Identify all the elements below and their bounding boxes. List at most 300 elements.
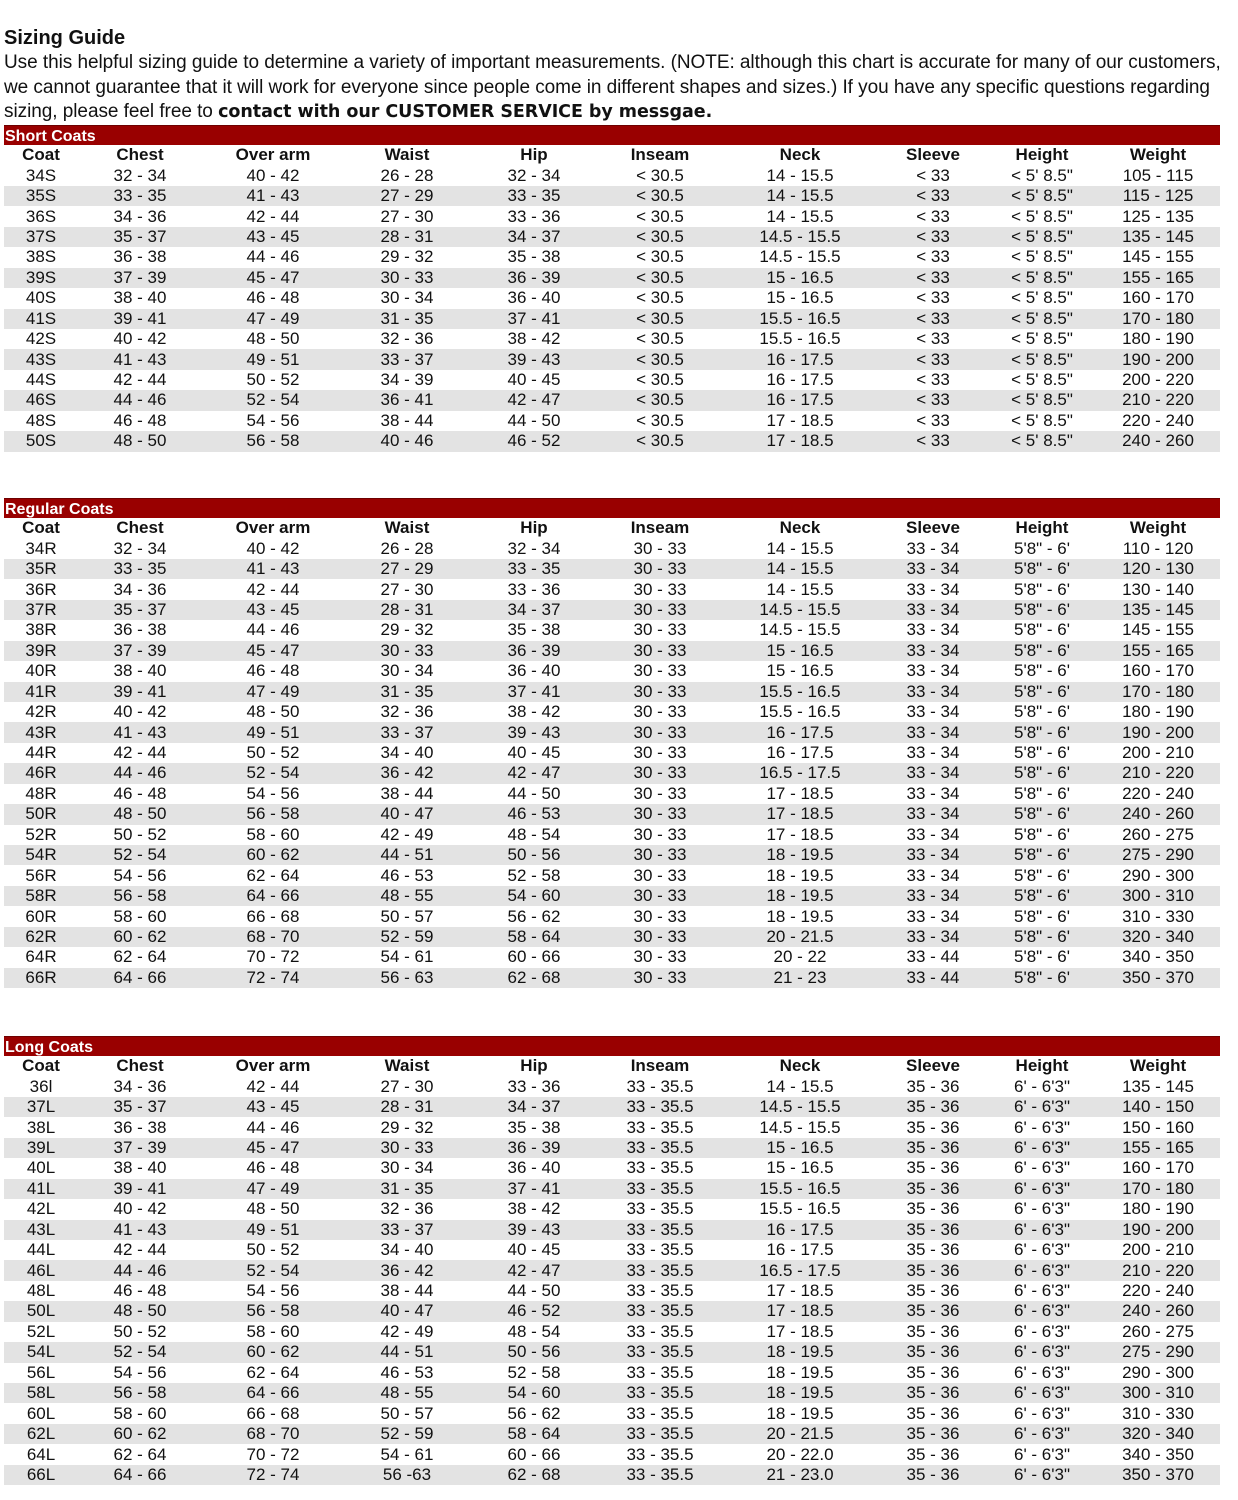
table-cell: 33 - 35.5 (598, 1444, 722, 1464)
table-cell: 17 - 18.5 (722, 1322, 878, 1342)
column-header: Inseam (630, 518, 690, 538)
column-header: Chest (116, 1056, 164, 1076)
column-header: Height (1015, 1056, 1069, 1076)
table-cell: 240 - 260 (1096, 804, 1220, 824)
table-cell: 30 - 33 (598, 579, 722, 599)
table-cell: 18 - 19.5 (722, 845, 878, 865)
table-row (4, 763, 1220, 783)
table-cell: 16 - 17.5 (722, 349, 878, 369)
table-cell: 6' - 6'3" (988, 1383, 1096, 1403)
table-cell: 34 - 39 (344, 370, 470, 390)
table-cell: 33 - 35.5 (598, 1301, 722, 1321)
table-row (4, 559, 1220, 579)
table-cell: 36 - 42 (344, 763, 470, 783)
table-row (4, 1260, 1220, 1280)
table-cell: 33 - 34 (878, 825, 988, 845)
table-cell: 30 - 33 (598, 947, 722, 967)
table-cell: 54 - 56 (78, 865, 202, 885)
table-row (4, 1465, 1220, 1485)
table-cell: 54 - 60 (470, 886, 598, 906)
table-cell: 5'8" - 6' (988, 559, 1096, 579)
table-cell: 135 - 145 (1096, 1076, 1220, 1096)
table-cell: 29 - 32 (344, 1117, 470, 1137)
table-cell: 6' - 6'3" (988, 1076, 1096, 1096)
table-cell: 33 - 36 (470, 579, 598, 599)
table-cell: 18 - 19.5 (722, 865, 878, 885)
table-cell: 5'8" - 6' (988, 682, 1096, 702)
table-cell: 40 - 45 (470, 1240, 598, 1260)
table-cell: 15.5 - 16.5 (722, 309, 878, 329)
table-row (4, 722, 1220, 742)
table-cell: 6' - 6'3" (988, 1465, 1096, 1485)
table-cell: 60L (4, 1403, 78, 1423)
table-cell: 44 - 51 (344, 1342, 470, 1362)
table-cell: 34 - 40 (344, 743, 470, 763)
table-cell: 54 - 56 (202, 1281, 344, 1301)
table-row (4, 825, 1220, 845)
table-cell: 14.5 - 15.5 (722, 1117, 878, 1137)
table-cell: 36 - 42 (344, 1260, 470, 1280)
table-cell: 56 -63 (344, 1465, 470, 1485)
table-cell: 46S (4, 390, 78, 410)
table-cell: 140 - 150 (1096, 1097, 1220, 1117)
table-cell: 35 - 36 (878, 1097, 988, 1117)
table-cell: 200 - 210 (1096, 1240, 1220, 1260)
table-cell: 16 - 17.5 (722, 390, 878, 410)
table-cell: 290 - 300 (1096, 1363, 1220, 1383)
table-cell: 36 - 39 (470, 268, 598, 288)
table-cell: 5'8" - 6' (988, 865, 1096, 885)
column-header: Weight (1129, 145, 1187, 165)
table-cell: 310 - 330 (1096, 906, 1220, 926)
table-cell: < 30.5 (598, 431, 722, 451)
table-cell: 34 - 37 (470, 600, 598, 620)
table-cell: 36 - 40 (470, 661, 598, 681)
table-cell: < 5' 8.5" (988, 206, 1096, 226)
table-cell: 33 - 34 (878, 886, 988, 906)
table-row (4, 743, 1220, 763)
table-cell: 33 - 36 (470, 206, 598, 226)
table-cell: 31 - 35 (344, 682, 470, 702)
table-cell: 56 - 58 (202, 1301, 344, 1321)
table-cell: < 33 (878, 370, 988, 390)
table-row (4, 641, 1220, 661)
table-cell: 54L (4, 1342, 78, 1362)
table-cell: 44L (4, 1240, 78, 1260)
table-cell: 350 - 370 (1096, 1465, 1220, 1485)
table-cell: 54R (4, 845, 78, 865)
table-cell: 30 - 33 (598, 722, 722, 742)
table-cell: 300 - 310 (1096, 1383, 1220, 1403)
table-cell: 58 - 60 (202, 825, 344, 845)
table-cell: 125 - 135 (1096, 206, 1220, 226)
table-cell: 42L (4, 1199, 78, 1219)
table-cell: 36 - 38 (78, 620, 202, 640)
table-cell: 56 - 58 (78, 886, 202, 906)
table-cell: 39 - 43 (470, 722, 598, 742)
table-cell: 135 - 145 (1096, 227, 1220, 247)
table-cell: 58R (4, 886, 78, 906)
table-cell: 46R (4, 763, 78, 783)
table-cell: 52 - 58 (470, 865, 598, 885)
table-cell: 43 - 45 (202, 600, 344, 620)
table-cell: 35 - 36 (878, 1117, 988, 1137)
table-cell: 39 - 43 (470, 1220, 598, 1240)
table-cell: 40 - 42 (78, 1199, 202, 1219)
table-cell: 135 - 145 (1096, 600, 1220, 620)
table-cell: < 5' 8.5" (988, 431, 1096, 451)
table-cell: 35R (4, 559, 78, 579)
table-cell: 33 - 35.5 (598, 1097, 722, 1117)
table-cell: 5'8" - 6' (988, 661, 1096, 681)
table-cell: 42 - 44 (78, 1240, 202, 1260)
table-row (4, 784, 1220, 804)
table-cell: 40 - 45 (470, 370, 598, 390)
table-cell: 33 - 34 (878, 804, 988, 824)
table-cell: 260 - 275 (1096, 825, 1220, 845)
table-cell: 48L (4, 1281, 78, 1301)
table-cell: 145 - 155 (1096, 620, 1220, 640)
table-cell: 46 - 53 (344, 1363, 470, 1383)
table-cell: < 33 (878, 227, 988, 247)
table-cell: 52 - 54 (78, 1342, 202, 1362)
table-cell: 46 - 52 (470, 431, 598, 451)
table-cell: 40 - 47 (344, 1301, 470, 1321)
table-cell: < 30.5 (598, 247, 722, 267)
table-cell: 42 - 44 (202, 1076, 344, 1096)
table-cell: 5'8" - 6' (988, 702, 1096, 722)
table-cell: 37 - 39 (78, 268, 202, 288)
table-cell: 58 - 60 (78, 906, 202, 926)
table-cell: 30 - 33 (598, 845, 722, 865)
table-cell: 64 - 66 (78, 1465, 202, 1485)
table-cell: 20 - 21.5 (722, 1424, 878, 1444)
table-cell: 50 - 52 (202, 370, 344, 390)
table-cell: 30 - 33 (598, 661, 722, 681)
table-cell: 15 - 16.5 (722, 1138, 878, 1158)
table-cell: 35S (4, 186, 78, 206)
table-cell: 5'8" - 6' (988, 722, 1096, 742)
table-cell: 39S (4, 268, 78, 288)
table-cell: 42S (4, 329, 78, 349)
table-cell: 50 - 57 (344, 906, 470, 926)
table-cell: 210 - 220 (1096, 1260, 1220, 1280)
column-header: Chest (116, 518, 164, 538)
table-cell: 33 - 35.5 (598, 1342, 722, 1362)
table-cell: 48 - 50 (202, 329, 344, 349)
table-cell: 52 - 54 (202, 1260, 344, 1280)
table-cell: < 33 (878, 247, 988, 267)
table-cell: 6' - 6'3" (988, 1199, 1096, 1219)
table-cell: 38 - 42 (470, 702, 598, 722)
table-cell: 6' - 6'3" (988, 1342, 1096, 1362)
table-cell: 49 - 51 (202, 722, 344, 742)
table-row (4, 186, 1220, 206)
table-cell: 54 - 61 (344, 1444, 470, 1464)
table-cell: 37 - 41 (470, 1179, 598, 1199)
table-cell: 64L (4, 1444, 78, 1464)
column-header: Hip (520, 518, 548, 538)
table-cell: 52R (4, 825, 78, 845)
table-cell: 120 - 130 (1096, 559, 1220, 579)
table-row (4, 620, 1220, 640)
table-cell: < 5' 8.5" (988, 247, 1096, 267)
table-cell: 18 - 19.5 (722, 1342, 878, 1362)
table-cell: 54 - 56 (78, 1363, 202, 1383)
table-cell: 47 - 49 (202, 309, 344, 329)
table-cell: 34 - 36 (78, 579, 202, 599)
table-cell: 15 - 16.5 (722, 288, 878, 308)
table-cell: 160 - 170 (1096, 661, 1220, 681)
table-cell: 36 - 40 (470, 1158, 598, 1178)
header-row (4, 518, 1220, 538)
table-cell: 45 - 47 (202, 268, 344, 288)
column-header: Hip (520, 1056, 548, 1076)
table-cell: 275 - 290 (1096, 1342, 1220, 1362)
table-cell: 31 - 35 (344, 309, 470, 329)
table-row (4, 1076, 1220, 1096)
table-row (4, 1097, 1220, 1117)
table-cell: 18 - 19.5 (722, 1363, 878, 1383)
table-cell: 290 - 300 (1096, 865, 1220, 885)
table-cell: 15 - 16.5 (722, 641, 878, 661)
column-header: Coat (22, 1056, 60, 1076)
table-cell: 54 - 56 (202, 784, 344, 804)
column-header: Neck (779, 1056, 821, 1076)
table-cell: 64R (4, 947, 78, 967)
table-cell: 48 - 50 (202, 1199, 344, 1219)
table-cell: 33 - 34 (878, 702, 988, 722)
column-header: Coat (22, 518, 60, 538)
table-cell: 17 - 18.5 (722, 411, 878, 431)
table-cell: 39 - 43 (470, 349, 598, 369)
table-cell: 56R (4, 865, 78, 885)
table-cell: 6' - 6'3" (988, 1301, 1096, 1321)
table-cell: 47 - 49 (202, 682, 344, 702)
table-cell: 35 - 36 (878, 1199, 988, 1219)
column-header: Chest (116, 145, 164, 165)
table-row (4, 927, 1220, 947)
table-cell: 64 - 66 (202, 1383, 344, 1403)
table-cell: 200 - 220 (1096, 370, 1220, 390)
table-cell: 62 - 64 (202, 1363, 344, 1383)
table-row (4, 702, 1220, 722)
table-cell: 41 - 43 (78, 722, 202, 742)
column-header: Coat (22, 145, 60, 165)
table-cell: 35 - 36 (878, 1260, 988, 1280)
table-cell: 38 - 40 (78, 661, 202, 681)
table-cell: 20 - 22 (722, 947, 878, 967)
table-cell: 5'8" - 6' (988, 763, 1096, 783)
table-cell: 32 - 36 (344, 702, 470, 722)
table-row (4, 1322, 1220, 1342)
table-cell: 50L (4, 1301, 78, 1321)
table-row (4, 1444, 1220, 1464)
table-cell: 44 - 50 (470, 411, 598, 431)
table-cell: 240 - 260 (1096, 431, 1220, 451)
table-cell: 34R (4, 538, 78, 558)
table-row (4, 1179, 1220, 1199)
table-cell: 35 - 36 (878, 1281, 988, 1301)
table-cell: 30 - 33 (598, 682, 722, 702)
table-cell: 18 - 19.5 (722, 1383, 878, 1403)
table-cell: 275 - 290 (1096, 845, 1220, 865)
table-cell: 46 - 48 (78, 1281, 202, 1301)
table-cell: 40 - 45 (470, 743, 598, 763)
table-cell: 36 - 38 (78, 1117, 202, 1137)
table-cell: < 5' 8.5" (988, 227, 1096, 247)
table-cell: < 33 (878, 329, 988, 349)
table-cell: 33 - 35.5 (598, 1260, 722, 1280)
table-row (4, 947, 1220, 967)
table-cell: < 33 (878, 186, 988, 206)
table-row (4, 227, 1220, 247)
column-header: Sleeve (906, 518, 960, 538)
table-cell: 38 - 44 (344, 411, 470, 431)
table-row (4, 370, 1220, 390)
table-cell: 33 - 35.5 (598, 1363, 722, 1383)
table-cell: 5'8" - 6' (988, 620, 1096, 640)
table-cell: 350 - 370 (1096, 968, 1220, 988)
table-cell: 33 - 35.5 (598, 1158, 722, 1178)
table-cell: < 33 (878, 309, 988, 329)
table-cell: 62 - 64 (202, 865, 344, 885)
table-cell: 33 - 35.5 (598, 1117, 722, 1137)
table-cell: 220 - 240 (1096, 1281, 1220, 1301)
table-row (4, 288, 1220, 308)
table-cell: 64 - 66 (202, 886, 344, 906)
table-cell: 30 - 34 (344, 1158, 470, 1178)
table-cell: < 5' 8.5" (988, 309, 1096, 329)
table-cell: 56 - 58 (202, 431, 344, 451)
table-cell: < 30.5 (598, 309, 722, 329)
table-cell: 40 - 46 (344, 431, 470, 451)
table-cell: 6' - 6'3" (988, 1322, 1096, 1342)
table-cell: 32 - 34 (470, 165, 598, 185)
table-cell: 48 - 54 (470, 825, 598, 845)
table-cell: 41 - 43 (78, 349, 202, 369)
column-header: Inseam (630, 1056, 690, 1076)
column-header: Height (1015, 518, 1069, 538)
table-cell: 44 - 46 (78, 390, 202, 410)
table-cell: 33 - 35.5 (598, 1179, 722, 1199)
table-row (4, 968, 1220, 988)
table-cell: 17 - 18.5 (722, 804, 878, 824)
table-cell: 6' - 6'3" (988, 1220, 1096, 1240)
table-cell: 30 - 33 (598, 559, 722, 579)
table-cell: 6' - 6'3" (988, 1403, 1096, 1423)
table-cell: 49 - 51 (202, 349, 344, 369)
table-cell: 43R (4, 722, 78, 742)
table-cell: 6' - 6'3" (988, 1138, 1096, 1158)
guide-intro (4, 51, 1236, 125)
table-cell: 35 - 36 (878, 1424, 988, 1444)
table-cell: 58 - 60 (78, 1403, 202, 1423)
table-cell: 30 - 33 (598, 825, 722, 845)
table-cell: 48S (4, 411, 78, 431)
table-row (4, 906, 1220, 926)
table-cell: 68 - 70 (202, 1424, 344, 1444)
table-row (4, 1424, 1220, 1444)
table-cell: < 30.5 (598, 268, 722, 288)
table-cell: 50 - 52 (202, 743, 344, 763)
table-cell: 210 - 220 (1096, 390, 1220, 410)
section-title-short-coats: Short Coats (4, 125, 1220, 145)
table-cell: 33 - 35.5 (598, 1199, 722, 1219)
table-cell: < 5' 8.5" (988, 349, 1096, 369)
table-row (4, 390, 1220, 410)
table-cell: 33 - 34 (878, 927, 988, 947)
table-row (4, 886, 1220, 906)
table-cell: 27 - 30 (344, 206, 470, 226)
table-row (4, 1158, 1220, 1178)
table-cell: 16 - 17.5 (722, 1240, 878, 1260)
table-cell: 6' - 6'3" (988, 1260, 1096, 1280)
table-cell: 27 - 30 (344, 1076, 470, 1096)
table-cell: 30 - 34 (344, 661, 470, 681)
table-cell: 17 - 18.5 (722, 784, 878, 804)
table-cell: 35 - 38 (470, 620, 598, 640)
table-cell: 33 - 37 (344, 349, 470, 369)
table-cell: 27 - 29 (344, 559, 470, 579)
table-cell: 37 - 41 (470, 309, 598, 329)
table-cell: 56L (4, 1363, 78, 1383)
table-cell: 68 - 70 (202, 927, 344, 947)
table-cell: 33 - 35.5 (598, 1322, 722, 1342)
table-cell: 190 - 200 (1096, 722, 1220, 742)
table-cell: 62 - 68 (470, 968, 598, 988)
table-row (4, 411, 1220, 431)
table-cell: 310 - 330 (1096, 1403, 1220, 1423)
table-cell: < 30.5 (598, 165, 722, 185)
table-cell: 14 - 15.5 (722, 206, 878, 226)
table-cell: 31 - 35 (344, 1179, 470, 1199)
table-cell: 32 - 34 (78, 538, 202, 558)
table-cell: 30 - 33 (598, 906, 722, 926)
table-cell: 33 - 35 (78, 186, 202, 206)
table-cell: 35 - 38 (470, 1117, 598, 1137)
table-cell: 36R (4, 579, 78, 599)
table-cell: 145 - 155 (1096, 247, 1220, 267)
table-row (4, 865, 1220, 885)
table-cell: 33 - 34 (878, 906, 988, 926)
table-cell: 28 - 31 (344, 227, 470, 247)
table-cell: 180 - 190 (1096, 329, 1220, 349)
table-cell: 50 - 56 (470, 1342, 598, 1362)
table-cell: 18 - 19.5 (722, 906, 878, 926)
table-cell: 35 - 36 (878, 1076, 988, 1096)
table-cell: 15.5 - 16.5 (722, 329, 878, 349)
table-cell: 60 - 66 (470, 947, 598, 967)
table-cell: 60 - 62 (78, 927, 202, 947)
table-cell: 5'8" - 6' (988, 743, 1096, 763)
table-cell: 14.5 - 15.5 (722, 227, 878, 247)
table-cell: 60 - 62 (202, 845, 344, 865)
section-title-regular-coats: Regular Coats (4, 498, 1220, 518)
table-cell: 46 - 53 (344, 865, 470, 885)
table-cell: 62L (4, 1424, 78, 1444)
table-cell: 14.5 - 15.5 (722, 600, 878, 620)
table-cell: 39R (4, 641, 78, 661)
table-cell: 6' - 6'3" (988, 1444, 1096, 1464)
table-cell: 32 - 34 (78, 165, 202, 185)
table-cell: 50 - 57 (344, 1403, 470, 1423)
table-cell: 21 - 23.0 (722, 1465, 878, 1485)
table-cell: < 30.5 (598, 411, 722, 431)
table-cell: 52 - 58 (470, 1363, 598, 1383)
table-cell: 5'8" - 6' (988, 579, 1096, 599)
table-cell: 33 - 35 (470, 559, 598, 579)
